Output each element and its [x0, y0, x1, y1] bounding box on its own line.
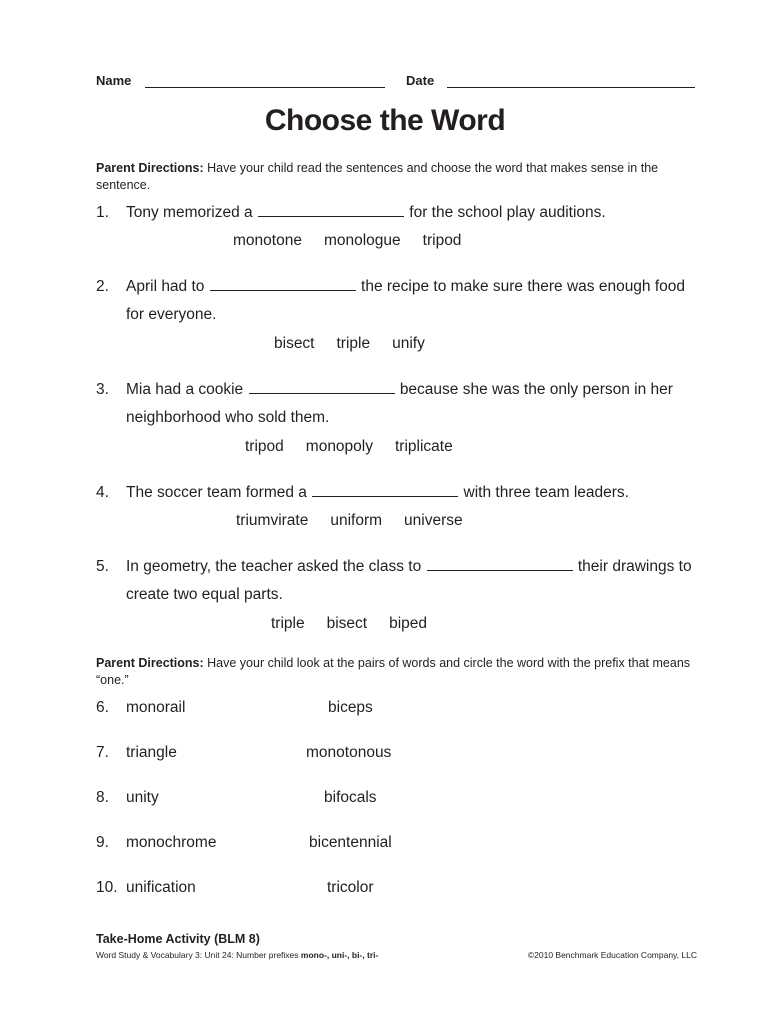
choice-word: unify [392, 335, 425, 352]
choice-word: uniform [330, 512, 383, 529]
pair-word-right[interactable]: bicentennial [309, 834, 392, 851]
date-field-line[interactable] [447, 87, 695, 88]
question-number: 4. [96, 484, 109, 501]
choice-word: triumvirate [236, 512, 309, 529]
choice-word: biped [389, 615, 428, 632]
pair-8-left[interactable] [96, 789, 159, 807]
choice-word: tripod [245, 438, 284, 455]
pair-word-left: unification [126, 879, 196, 896]
question-text-before: In geometry, the teacher asked the class to [126, 558, 422, 575]
choice-word: monologue [323, 232, 401, 249]
pair-number: 10. [96, 879, 118, 896]
pair-number: 9. [96, 834, 109, 851]
choice-word: monopoly [305, 438, 373, 455]
section1-directions-text: Have your child read the sentences and choose the word that makes sense in the sentence. [96, 161, 659, 192]
pair-word-right[interactable]: tricolor [327, 879, 374, 896]
word-choices-3 [245, 438, 453, 456]
pair-word-right[interactable]: bifocals [324, 789, 377, 806]
question-text-after: with three team leaders. [463, 484, 629, 501]
page-title: Choose the Word [264, 104, 506, 137]
choice-word: bisect [326, 615, 368, 632]
answer-blank[interactable] [258, 203, 404, 217]
answer-blank[interactable] [210, 277, 356, 291]
pair-9-left[interactable] [96, 834, 216, 852]
section2-directions-label: Parent Directions: [96, 656, 204, 670]
pair-7-left[interactable] [96, 744, 177, 762]
question-3 [96, 375, 673, 404]
choice-word: triplicate [395, 438, 453, 455]
pair-word-right[interactable]: biceps [328, 699, 373, 716]
pair-word-right[interactable]: monotonous [306, 744, 392, 761]
question-text-before: Tony memorized a [126, 204, 253, 221]
pair-number: 6. [96, 699, 109, 716]
answer-blank[interactable] [312, 483, 458, 497]
word-choices-2 [274, 335, 425, 353]
choice-word: triple [271, 615, 305, 632]
choice-word: bisect [274, 335, 315, 352]
pair-number: 7. [96, 744, 109, 761]
question-text-after: their drawings to [577, 558, 692, 575]
section1-directions [96, 160, 696, 194]
pair-number: 8. [96, 789, 109, 806]
question-2 [96, 272, 685, 301]
choice-word: monotone [233, 232, 302, 249]
question-text-before: Mia had a cookie [126, 381, 244, 398]
pair-word-left: monorail [126, 699, 186, 716]
name-label: Name [96, 73, 132, 88]
question-number: 5. [96, 558, 109, 575]
question-3-continued: neighborhood who sold them. [126, 409, 330, 426]
question-4 [96, 478, 629, 507]
question-number: 3. [96, 381, 109, 398]
question-5 [96, 552, 692, 581]
section1-directions-label: Parent Directions: [96, 161, 204, 175]
question-2-continued: for everyone. [126, 306, 217, 323]
pair-word-left: triangle [126, 744, 177, 761]
pair-word-left: unity [126, 789, 159, 806]
answer-blank[interactable] [427, 557, 573, 571]
question-number: 2. [96, 278, 109, 295]
choice-word: tripod [422, 232, 462, 249]
question-text-after: the recipe to make sure there was enough food [361, 278, 686, 295]
footer-subtitle [96, 950, 378, 960]
pair-10-left[interactable] [96, 879, 196, 897]
date-label: Date [406, 73, 435, 88]
footer-subtitle-text: Word Study & Vocabulary 3: Unit 24: Number prefixes [96, 950, 301, 960]
answer-blank[interactable] [249, 380, 395, 394]
footer-copyright: ©2010 Benchmark Education Company, LLC [527, 950, 697, 960]
word-choices-4 [236, 512, 463, 530]
pair-word-left: monochrome [126, 834, 217, 851]
word-choices-5 [271, 615, 427, 633]
section2-directions [96, 655, 696, 689]
question-number: 1. [96, 204, 109, 221]
choice-word: triple [336, 335, 371, 352]
choice-word: universe [404, 512, 463, 529]
name-field-line[interactable] [145, 87, 385, 88]
pair-6-left[interactable] [96, 699, 185, 717]
footer-title: Take-Home Activity (BLM 8) [96, 932, 260, 946]
word-choices-1 [233, 232, 461, 250]
section2-directions-text: Have your child look at the pairs of words and circle the word with the prefix that means “one.” [96, 656, 691, 687]
question-text-before: The soccer team formed a [126, 484, 307, 501]
footer-subtitle-prefixes: mono-, uni-, bi-, tri- [300, 950, 379, 960]
question-5-continued: create two equal parts. [126, 586, 283, 603]
question-text-after: for the school play auditions. [409, 204, 606, 221]
question-text-after: because she was the only person in her [399, 381, 673, 398]
question-text-before: April had to [126, 278, 205, 295]
question-1 [96, 198, 606, 227]
